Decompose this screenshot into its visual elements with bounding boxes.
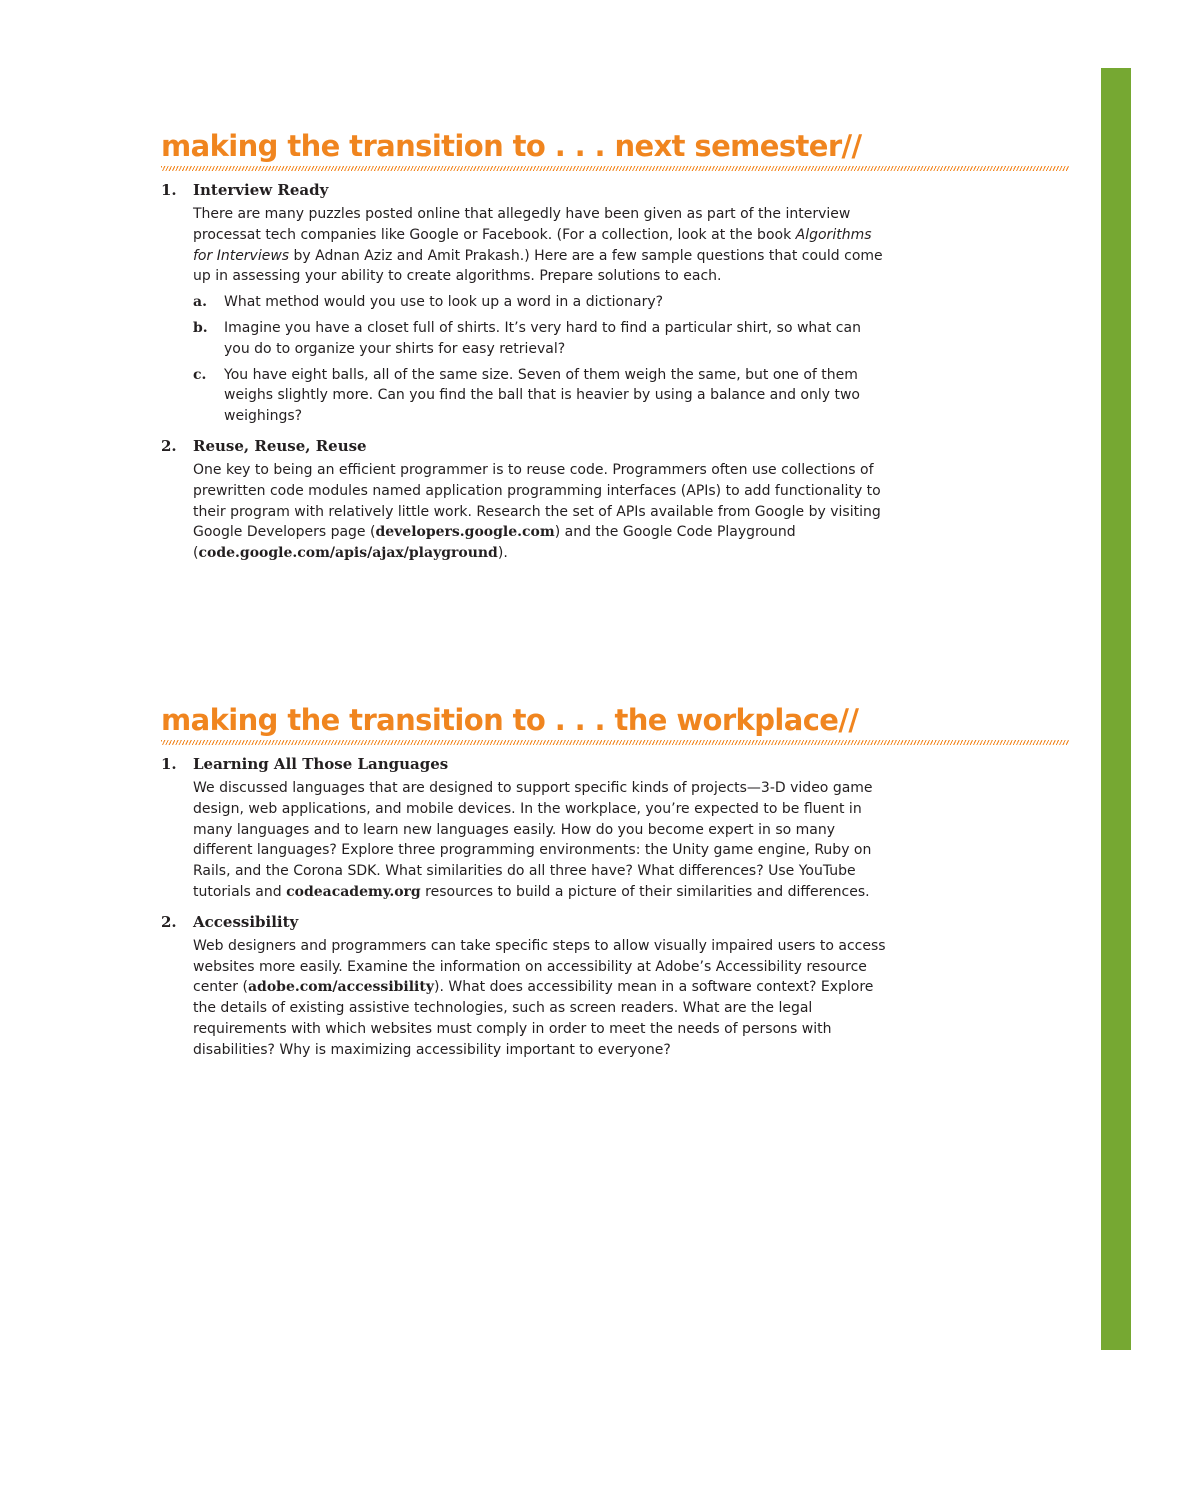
- item-paragraph: We discussed languages that are designed to support specific kinds of projects—3-D video game design, web applications, and mobile devices. In the workplace, you’re expected to be fluent in many languages and to learn new languages easily. How do you become expert in so many different languages? Explore three programming environments: the Unity game engine, Ruby on Rails, and the Corona SDK. What similarities do all three have? What differences? Use YouTube tutorials and codeacademy.org resources to build a picture of their similarities and differences.: [193, 780, 873, 900]
- list-item-reuse: [161, 436, 1071, 564]
- list-item-interview-ready: [161, 180, 1071, 427]
- item-body: [193, 460, 893, 564]
- sub-item-c: [193, 365, 893, 427]
- item-number: 2.: [161, 436, 177, 455]
- section-workplace: [161, 702, 1071, 1061]
- sub-text: Imagine you have a closet full of shirts. It’s very hard to find a particular shirt, so what can you do to organize your shirts for easy retrieval?: [224, 319, 861, 357]
- item-paragraph: One key to being an efficient programmer is to reuse code. Programmers often use collections of prewritten code modules named application programming interfaces (APIs) to add functionality to their program with relatively little work. Research the set of APIs available from Google by visiting Google Developers page (developers.google.com) and the Google Code Playground (code.google.com/apis/ajax/playground).: [193, 461, 881, 562]
- link-codeacademy[interactable]: codeacademy.org: [286, 883, 421, 900]
- item-number: 1.: [161, 755, 177, 773]
- section-title: making the transition to . . . the workplace//: [161, 703, 859, 737]
- link-adobe-accessibility[interactable]: adobe.com/accessibility: [247, 979, 434, 996]
- link-code-playground[interactable]: code.google.com/apis/ajax/playground: [198, 545, 498, 562]
- green-side-bar: [1101, 68, 1131, 1350]
- sub-letter: b.: [193, 319, 208, 336]
- item-heading: Interview Ready: [193, 181, 329, 199]
- hatched-rule: [161, 740, 1069, 745]
- hatched-rule: [161, 166, 1069, 171]
- section-title: making the transition to . . . next semester//: [161, 129, 862, 163]
- sub-item-a: [193, 292, 893, 313]
- item-body: [193, 936, 893, 1061]
- list-item-accessibility: [161, 912, 1071, 1061]
- book-title: Algorithms for Interviews: [193, 226, 872, 264]
- item-heading: Accessibility: [193, 912, 299, 931]
- section-next-semester: [161, 128, 1071, 564]
- item-body: [193, 778, 893, 903]
- sub-item-b: [193, 318, 893, 360]
- item-number: 1.: [161, 181, 177, 199]
- item-number: 2.: [161, 912, 177, 931]
- item-heading: Reuse, Reuse, Reuse: [193, 436, 367, 455]
- item-paragraph: Web designers and programmers can take specific steps to allow visually impaired users to access websites more easily. Examine the information on accessibility at Adobe’s Accessibility resource center (adobe.com/accessibility). What does accessibility mean in a software context? Explore the details of existing assistive technologies, such as screen readers. What are the legal requirements with which websites must comply in order to meet the needs of persons with disabilities? Why is maximizing accessibility important to everyone?: [193, 937, 886, 1058]
- item-paragraph: There are many puzzles posted online that allegedly have been given as part of the interview processat tech companies like Google or Facebook. (For a collection, look at the book Algorithms for Interviews by Adnan Aziz and Amit Prakash.) Here are a few sample questions that could come up in assessing your ability to create algorithms. Prepare solutions to each.: [193, 206, 883, 285]
- list-item-languages: [161, 754, 1071, 903]
- link-developers-google[interactable]: developers.google.com: [375, 524, 555, 541]
- sub-letter: c.: [193, 366, 207, 383]
- item-heading: Learning All Those Languages: [193, 755, 449, 773]
- sub-text: What method would you use to look up a word in a dictionary?: [224, 294, 664, 311]
- sub-text: You have eight balls, all of the same size. Seven of them weigh the same, but one of them weighs slightly more. Can you find the ball that is heavier by using a balance and only two weighings?: [224, 366, 860, 425]
- sub-letter: a.: [193, 294, 207, 311]
- item-body: [193, 204, 893, 427]
